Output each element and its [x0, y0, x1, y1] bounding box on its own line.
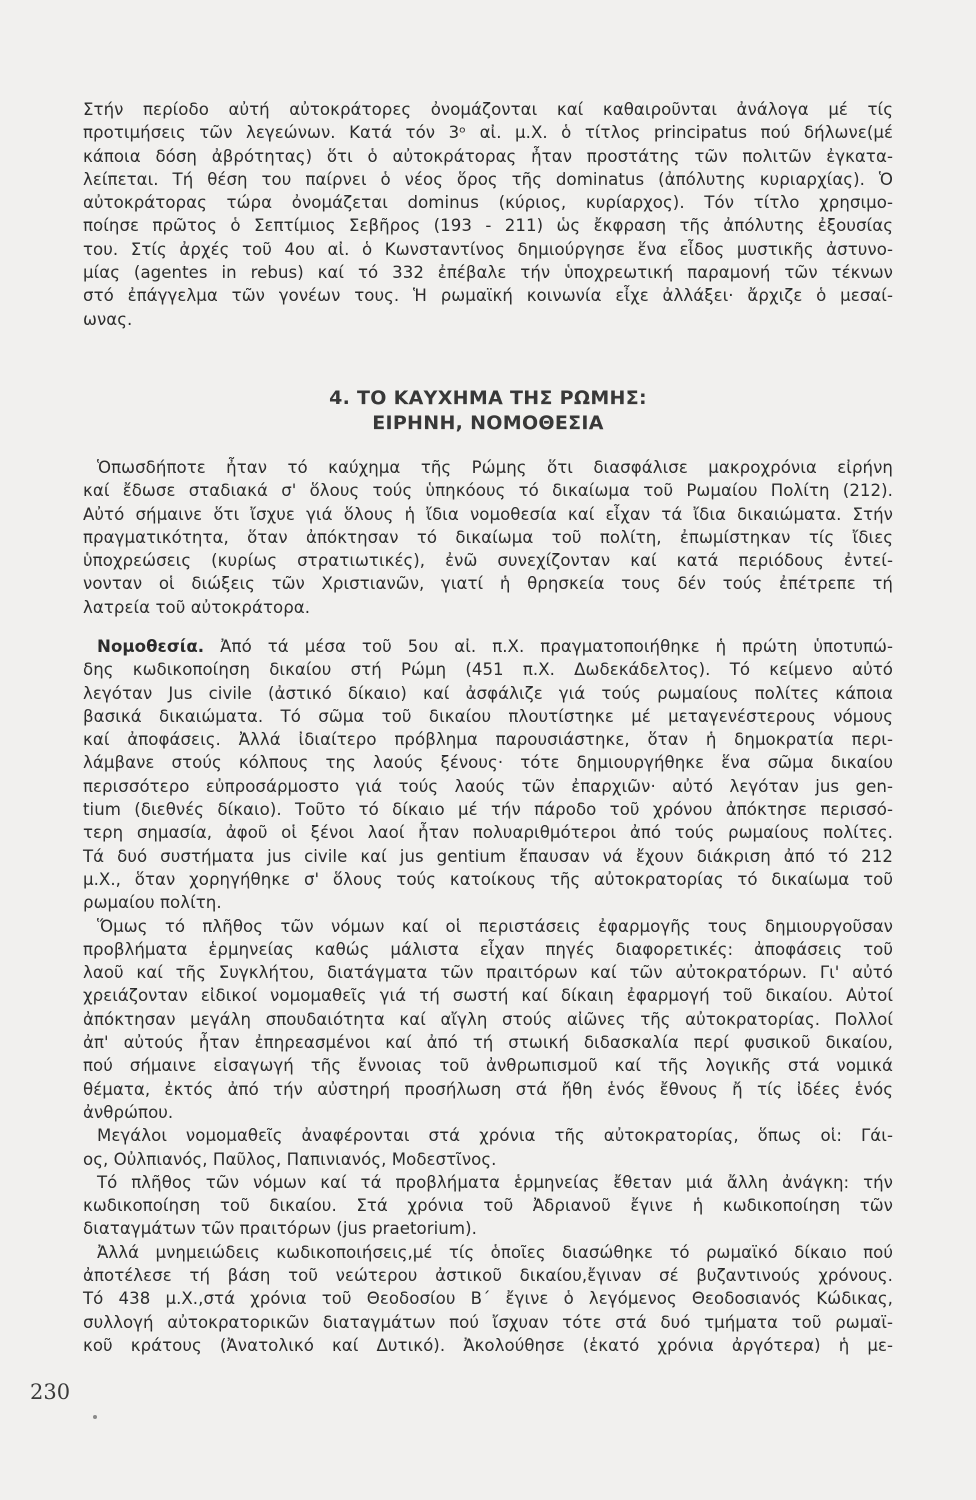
text-line: Ἀλλά μνημειώδεις κωδικοποιήσεις,μέ τίς ὁποῖες διασώθηκε τό ρωμαϊκό δίκαιο πού [97, 1242, 893, 1262]
text-line: προτιμήσεις τῶν λεγεώνων. Κατά τόν 3ᵒ αἰ. μ.Χ. ὁ τίτλος principatus πού δήλωνε(μέ [83, 123, 893, 143]
text-line: ἀποτέλεσε τή βάση τοῦ νεώτερου ἀστικοῦ δικαίου,ἔγιναν σέ βυζαντινούς χρόνους. [83, 1266, 893, 1286]
text-line: στό ἐπάγγελμα τῶν γονέων τους. Ἡ ρωμαϊκή κοινωνία εἶχε ἀλλάξει· ἄρχιζε ὁ μεσαί- [83, 286, 893, 306]
text-line: tium (διεθνές δίκαιο). Τοῦτο τό δίκαιο μέ τήν πάροδο τοῦ χρόνου ἀπόκτησε περισσό- [83, 800, 893, 820]
text-line: καί ἔδωσε σταδιακά σ' ὅλους τούς ὑπηκόους τό δικαίωμα τοῦ Ρωμαίου Πολίτη (212). [83, 481, 893, 501]
text-line: βασικά δικαιώματα. Τό σῶμα τοῦ δικαίου πλουτίστηκε μέ μεταγενέστερους νόμους [83, 706, 893, 726]
print-speck [93, 1415, 97, 1419]
text-line: Τά δυό συστήματα jus civile καί jus gentium ἔπαυσαν νά ἔχουν διάκριση ἀπό τό 212 [83, 846, 893, 866]
text-line: αὐτοκράτορας τώρα ὀνομάζεται dominus (κύριος, κυρίαρχος). Τόν τίτλο χρησιμο- [83, 193, 893, 213]
section-heading [83, 386, 893, 436]
text-line: λατρεία τοῦ αὐτοκράτορα. [83, 597, 311, 617]
text-line: τερη σημασία, ἀφοῦ οἱ ξένοι λαοί ἦταν πολυαριθμότεροι ἀπό τούς ρωμαίους πολίτες. [83, 823, 893, 843]
text-line: χρειάζονταν εἰδικοί νομομαθεῖς γιά τή σωστή καί δίκαιη ἐφαρμογή τοῦ δικαίου. Αὐτοί [83, 986, 893, 1006]
text-line: λεγόταν Jus civile (ἀστικό δίκαιο) καί ἀσφάλιζε γιά τούς ρωμαίους πολίτες κάποια [83, 683, 893, 703]
text-line: ἀπ' αὐτούς ἦταν ἐπηρεασμένοι καί ἀπό τή στωική διδασκαλία περί φυσικοῦ δικαίου, [83, 1033, 893, 1053]
text-line: λείπεται. Τή θέση του παίρνει ὁ νέος ὅρος τῆς dominatus (ἀπόλυτης κυριαρχίας). Ὁ [83, 169, 893, 189]
text-line: Τό 438 μ.Χ.,στά χρόνια τοῦ Θεοδοσίου Β΄ ἔγινε ὁ λεγόμενος Θεοδοσιανός Κώδικας, [83, 1289, 893, 1309]
text-line: καί ἀποφάσεις. Ἀλλά ἰδιαίτερο πρόβλημα παρουσιάστηκε, ὅταν ἡ δημοκρατία περι- [83, 730, 893, 750]
text-line: Ὅμως τό πλῆθος τῶν νόμων καί οἱ περιστάσεις ἐφαρμογῆς τους δημιουργοῦσαν [97, 916, 893, 936]
text-line: μ.Χ., ὅταν χορηγήθηκε σ' ὅλους τούς κατοίκους τῆς αὐτοκρατορίας τό δικαίωμα τοῦ [83, 869, 893, 889]
text-line: μίας (agentes in rebus) καί τό 332 ἐπέβαλε τήν ὑποχρεωτική παραμονή τῶν τέκνων [83, 263, 893, 283]
text-line: Ὁπωσδήποτε ἦταν τό καύχημα τῆς Ρώμης ὅτι διασφάλισε μακροχρόνια εἰρήνη [97, 458, 893, 477]
text-line: ὑποχρεώσεις (κυρίως στρατιωτικές), ἐνῶ συνεχίζονταν καί κατά περιόδους ἐντεί- [83, 551, 893, 571]
text-line: κάποια δόση ἀβρότητας) ὅτι ὁ αὐτοκράτορας ἦταν προστάτης τῶν πολιτῶν ἐγκατα- [83, 146, 893, 166]
text-line: προβλήματα ἑρμηνείας καθώς μάλιστα εἶχαν πηγές διαφορετικές: ἀποφάσεις τοῦ [83, 939, 893, 959]
text-line: πραγματικότητα, ὅταν ἀπόκτησαν τό δικαίωμα τοῦ πολίτη, ἐπωμίστηκαν τίς ἴδιες [83, 527, 893, 547]
paragraph-pride-of-rome [83, 456, 893, 619]
text-line: ος, Οὐλπιανός, Παῦλος, Παπινιανός, Μοδεστῖνος. [83, 1149, 497, 1169]
text-line: ποίησε πρῶτος ὁ Σεπτίμιος Σεβῆρος (193 - 211) ὡς ἔκφραση τῆς ἀπόλυτης ἐξουσίας [83, 216, 893, 236]
text-line: Μεγάλοι νομομαθεῖς ἀναφέρονται στά χρόνια τῆς αὐτοκρατορίας, ὅπως οἱ: Γάι- [97, 1126, 893, 1146]
text-line: κοῦ κράτους (Ἀνατολικό καί Δυτικό). Ἀκολούθησε (ἑκατό χρόνια ἀργότερα) ἡ με- [83, 1335, 893, 1355]
text-line: Αὐτό σήμαινε ὅτι ἴσχυε γιά ὅλους ἡ ἴδια νομοθεσία καί εἶχαν τά ἴδια δικαιώματα. Στήν [83, 504, 893, 524]
text-line: δης κωδικοποίηση δικαίου στή Ρώμη (451 π.Χ. Δωδεκάδελτος). Τό κείμενο αὐτό [83, 660, 893, 680]
text-line: Τό πλῆθος τῶν νόμων καί τά προβλήματα ἑρμηνείας ἔθεταν μιά ἄλλη ἀνάγκη: τήν [97, 1172, 893, 1192]
page-number: 230 [30, 1380, 71, 1404]
section-heading-line-1: 4. ΤΟ ΚΑΥΧΗΜΑ ΤΗΣ ΡΩΜΗΣ: [329, 387, 647, 409]
nomothesia-lead: Νομοθεσία. [97, 637, 205, 656]
text-line-rest: Ἀπό τά μέσα τοῦ 5ου αἰ. π.Χ. πραγματοποιήθηκε ἡ πρώτη ὑποτυπώ- [204, 637, 893, 656]
section-heading-line-2: ΕΙΡΗΝΗ, ΝΟΜΟΘΕΣΙΑ [372, 412, 604, 434]
text-line: περισσότερο εὐπροσάρμοστο γιά τούς λαούς τῶν ἐπαρχιῶν· αὐτό λεγόταν jus gen- [83, 776, 893, 796]
text-line [83, 635, 893, 658]
text-line: πού σήμαινε εἰσαγωγή τῆς ἔννοιας τοῦ ἀνθρωπισμοῦ καί τῆς λογικῆς στά νομικά [83, 1056, 893, 1076]
text-line: λάμβανε στούς κόλπους της λαούς ξένους· τότε δημιουργήθηκε ἕνα σῶμα δικαίου [83, 753, 893, 773]
paragraph-legislation [83, 635, 893, 1357]
text-line: κωδικοποίηση τοῦ δικαίου. Στά χρόνια τοῦ Ἀδριανοῦ ἔγινε ἡ κωδικοποίηση τῶν [83, 1196, 893, 1216]
text-line: ἀνθρώπου. [83, 1102, 174, 1122]
paragraph-emperors [83, 98, 893, 331]
text-line: συλλογή αὐτοκρατορικῶν διαταγμάτων πού ἴσχυαν τότε στά δυό τμήματα τοῦ ρωμαϊ- [83, 1312, 893, 1332]
text-line: Στήν περίοδο αὐτή αὐτοκράτορες ὀνομάζονται καί καθαιροῦνται ἀνάλογα μέ τίς [83, 100, 893, 119]
text-line: νονταν οἱ διώξεις τῶν Χριστιανῶν, γιατί ἡ θρησκεία τους δέν τούς ἐπέτρεπε τή [83, 574, 893, 594]
text-line: θέματα, ἐκτός ἀπό τήν αὐστηρή προσήλωση στά ἤθη ἑνός ἔθνους ἤ τίς ἰδέες ἑνός [83, 1079, 893, 1099]
text-line: ἀπόκτησαν μεγάλη σπουδαιότητα καί αἴγλη στούς αἰῶνες τῆς αὐτοκρατορίας. Πολλοί [83, 1009, 893, 1029]
text-line: διαταγμάτων τῶν πραιτόρων (jus praetorium). [83, 1219, 477, 1239]
text-line: ρωμαίου πολίτη. [83, 893, 222, 913]
text-line: ωνας. [83, 309, 133, 329]
text-line: του. Στίς ἀρχές τοῦ 4ου αἰ. ὁ Κωνσταντίνος δημιούργησε ἕνα εἶδος μυστικῆς ἀστυνο- [83, 239, 893, 259]
text-line: λαοῦ καί τῆς Συγκλήτου, διατάγματα τῶν πραιτόρων καί τῶν αὐτοκρατόρων. Γι' αὐτό [83, 963, 893, 983]
